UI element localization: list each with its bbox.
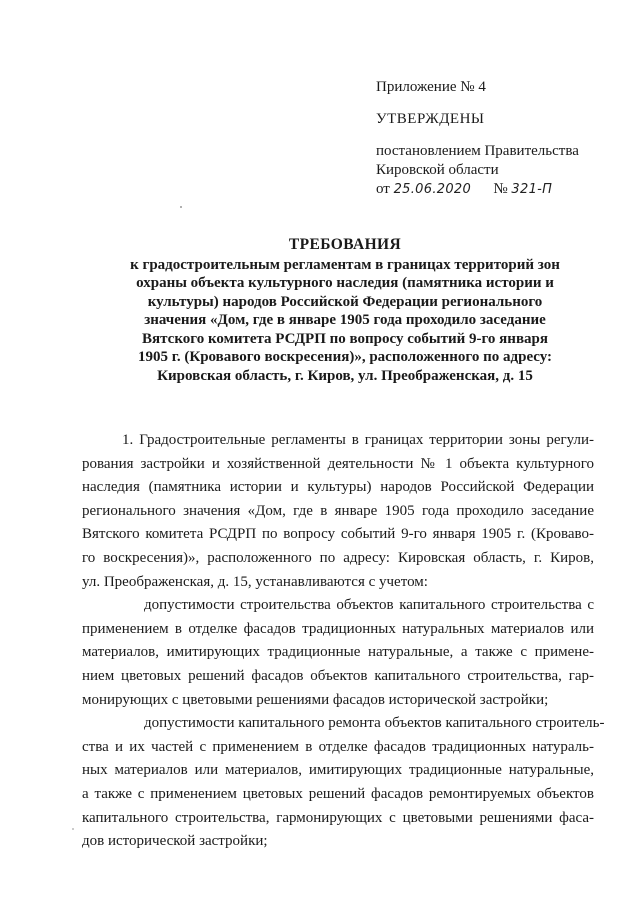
body-line: ул. Преображенская, д. 15, устанавливаются с учетом: [82, 573, 428, 590]
title-line: Кировская область, г. Киров, ул. Преображенская, д. 15 [157, 367, 533, 384]
title-line: 1905 г. (Кровавого воскресения)», расположенного по адресу: [137, 349, 553, 365]
approved-label: УТВЕРЖДЕНЫ [376, 111, 485, 127]
body-line: материалов, имитирующих традиционные натуральные, а также с примене- [82, 644, 594, 661]
body-line: нием цветовых решений фасадов объектов капитального строительства, гар- [82, 667, 594, 684]
body-line: капитального строительства, гармонирующих с цветовыми решениями фаса- [82, 809, 594, 826]
title-heading: ТРЕБОВАНИЯ [288, 236, 402, 253]
decree-date-line [376, 180, 616, 199]
approval-stamp-block [376, 78, 616, 199]
body-line: применением в отделке фасадов традиционных натуральных материалов или [82, 620, 594, 637]
body-line: рования застройки и хозяйственной деятельности № 1 объекта культурного [82, 455, 594, 472]
body-line: 1. Градостроительные регламенты в границах территории зоны регули- [122, 432, 594, 448]
title-line: к градостроительным регламентам в границах территорий зон [130, 256, 560, 273]
body-line: допустимости капитального ремонта объектов капитального строитель- [144, 715, 605, 732]
paragraph-3 [82, 712, 605, 854]
scan-speck [180, 206, 182, 208]
date-prefix: от [376, 181, 390, 197]
body-line: ных материалов или материалов, имитирующих традиционные натуральные, [82, 762, 594, 779]
body-line: ства и их частей с применением в отделке фасадов традиционных натураль- [82, 738, 594, 755]
decree-line-1: постановлением Правительства [376, 143, 579, 159]
title-line: значения «Дом, где в январе 1905 года проходило заседание [144, 312, 546, 328]
paragraph-1 [82, 429, 594, 594]
body-line: наследия (памятника истории и культуры) народов Российской Федерации [82, 479, 594, 496]
decree-line-2: Кировской области [376, 162, 499, 178]
body-line: го воскресения)», расположенного по адресу: Кировская область, г. Киров, [82, 549, 594, 566]
scan-speck [72, 828, 74, 830]
document-body [82, 429, 605, 854]
body-line: а также с применением цветовых решений фасадов ремонтируемых объектов [82, 785, 594, 802]
title-line: Вятского комитета РСДРП по вопросу событий 9-го января [142, 330, 548, 347]
number-label: № [493, 181, 508, 197]
body-line: допустимости строительства объектов капитального строительства с [144, 597, 594, 614]
document-title [100, 236, 590, 385]
title-line: охраны объекта культурного наследия (памятника истории и [136, 275, 554, 291]
body-line: Вятского комитета РСДРП по вопросу событий 9-го января 1905 г. (Кроваво- [82, 526, 594, 543]
handwritten-date: 25.06.2020 [393, 182, 472, 197]
body-line: монирующих с цветовыми решениями фасадов исторической застройки; [82, 691, 549, 708]
handwritten-number: 321-П [511, 182, 553, 197]
body-line: дов исторической застройки; [82, 833, 268, 850]
title-line: культуры) народов Российской Федерации регионального [147, 293, 543, 310]
body-line: регионального значения «Дом, где в январе 1905 года проходило заседание [82, 502, 594, 519]
paragraph-2 [82, 594, 594, 712]
appendix-label: Приложение № 4 [376, 79, 486, 95]
